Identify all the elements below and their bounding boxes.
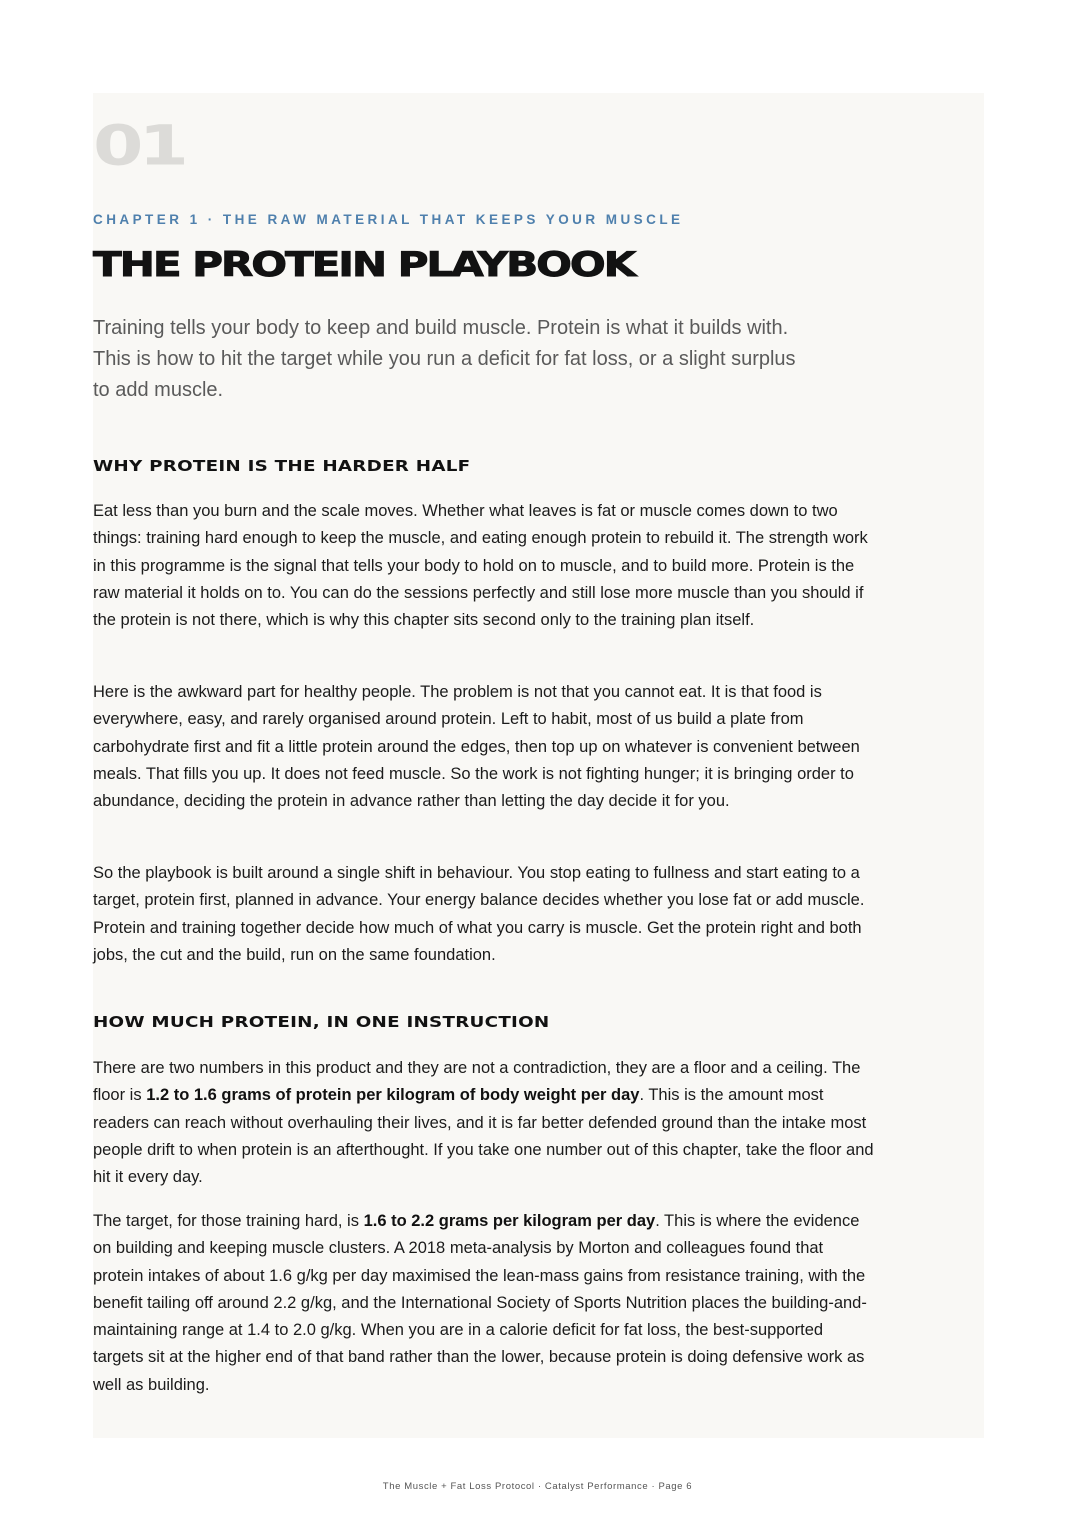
section-heading-how-much: HOW MUCH PROTEIN, IN ONE INSTRUCTION [93, 1013, 550, 1031]
chapter-number: 01 [93, 113, 184, 178]
page-footer: The Muscle + Fat Loss Protocol · Catalyst Performance · Page 6 [382, 1481, 693, 1492]
paragraph-how-2-text-b: . This is where the evidence on building and keeping muscle clusters. A 2018 meta-analysis by Morton and colleagues found that protein intakes of about 1.6 g/kg per day maximised the lean-mass gains from resistance training, with the benefit tailing off around 2.2 g/kg, and the International Society of Sports Nutrition places the building-and-maintaining range at 1.4 to 2.0 g/kg. When you are in a calorie deficit for fat loss, the best-supported targets sit at the higher end of that band rather than the lower, because protein is doing defensive work as well as building. [93, 1212, 867, 1394]
paragraph-why-1: Eat less than you burn and the scale moves. Whether what leaves is fat or muscle comes down to two things: training hard enough to keep the muscle, and eating enough protein to rebuild it. The strength work in this programme is the signal that tells your body to hold on to muscle, and to build more. Protein is the raw material it holds on to. You can do the sessions perfectly and still lose more muscle than you should if the protein is not there, which is why this chapter sits second only to the training plan itself. [93, 502, 868, 630]
paragraph-how-1-text-a: There are two numbers in this product and they are not a contradiction, they are a floor and a ceiling. The floor is [93, 1059, 861, 1105]
paragraph-why-2: Here is the awkward part for healthy people. The problem is not that you cannot eat. It is that food is everywhere, easy, and rarely organised around protein. Left to habit, most of us build a plate from carbohydrate first and fit a little protein around the edges, then top up on whatever is convenient between meals. That fills you up. It does not feed muscle. So the work is not fighting hunger; it is bringing order to abundance, deciding the protein in advance rather than letting the day decide it for you. [93, 683, 860, 811]
chapter-title: THE PROTEIN PLAYBOOK [93, 245, 635, 285]
protein-target-range: 1.6 to 2.2 grams per kilogram per day [363, 1212, 656, 1230]
paragraph-why-3: So the playbook is built around a single shift in behaviour. You stop eating to fullness and start eating to a target, protein first, planned in advance. Your energy balance decides whether you lose fat or add muscle. Protein and training together decide how much of what you carry is muscle. Get the protein right and both jobs, the cut and the build, run on the same foundation. [93, 864, 865, 964]
protein-floor-range: 1.2 to 1.6 grams of protein per kilogram of body weight per day [146, 1086, 640, 1105]
paragraph-how-1-text-b: . This is the amount most readers can reach without overhauling their lives, and it is far better defended ground than the intake most people drift to when protein is an afterthought. If you take one number out of this chapter, take the floor and hit it every day. [93, 1086, 874, 1187]
chapter-kicker: CHAPTER 1 · THE RAW MATERIAL THAT KEEPS YOUR MUSCLE [93, 212, 684, 227]
paragraph-how-2-text-a: The target, for those training hard, is [93, 1212, 364, 1230]
paragraph-how-1 [93, 1055, 878, 1191]
chapter-lede: Training tells your body to keep and build muscle. Protein is what it builds with. This is how to hit the target while you run a deficit for fat loss, or a slight surplus to add muscle. [93, 317, 796, 401]
section-heading-why-protein: WHY PROTEIN IS THE HARDER HALF [93, 457, 471, 475]
paragraph-how-2 [93, 1208, 878, 1399]
